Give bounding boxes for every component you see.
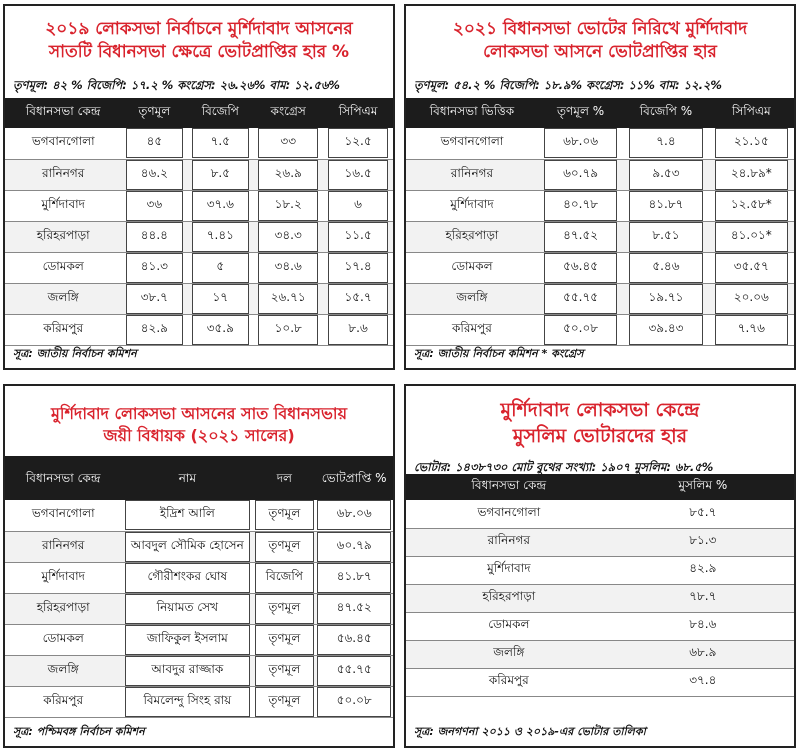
- constituency-cell: করিমপুর: [406, 314, 538, 345]
- value-box: ৩৪.৬: [258, 253, 318, 283]
- constituency-cell: ভগবানগোলা: [406, 128, 538, 159]
- panel-title: [5, 386, 393, 456]
- value-cell: [315, 531, 393, 562]
- value-box: ১৯.৭১: [629, 284, 702, 314]
- column-header: সিপিএম: [709, 98, 794, 128]
- table-row: [5, 624, 393, 655]
- value-box: ২১.১৫: [715, 128, 788, 158]
- value-box: ইদ্রিশ আলি: [125, 500, 250, 530]
- value-box: ৬০.৭৯: [544, 160, 617, 190]
- table-row: [5, 283, 393, 314]
- value-box: ৪১.৮৭: [629, 191, 702, 221]
- column-header: বিধানসভা কেন্দ্র: [406, 474, 612, 500]
- value-box: ৫৬.৪৫: [544, 253, 617, 283]
- constituency-cell: রানিনগর: [406, 159, 538, 190]
- table-body: [5, 500, 393, 717]
- table-row: [406, 556, 794, 584]
- overall-summary: তৃণমূল: ৫৪.২ % বিজেপি: ১৮.৯% কংগ্রেস: ১১% বাম: ১২.২%: [414, 78, 722, 92]
- panel-title: [5, 6, 393, 72]
- column-header: তৃণমূল %: [538, 98, 623, 128]
- value-cell: ৮১.৩: [612, 528, 794, 556]
- constituency-cell: হরিহরপাড়া: [5, 221, 121, 252]
- table-row: [5, 128, 393, 159]
- value-cell: [121, 283, 187, 314]
- value-cell: [121, 221, 187, 252]
- constituency-cell: মুর্শিদাবাদ: [406, 190, 538, 221]
- value-cell: [121, 562, 253, 593]
- value-cell: [253, 624, 315, 655]
- overall-summary: তৃণমূল: ৪২ % বিজেপি: ১৭.২ % কংগ্রেস: ২৬.২৬% বাম: ১২.৫৬%: [13, 78, 340, 92]
- constituency-cell: ডোমকল: [406, 252, 538, 283]
- value-box: গৌরীশংকর ঘোষ: [125, 563, 250, 593]
- table-body: [5, 128, 393, 345]
- table-row: [406, 528, 794, 556]
- column-header: কংগ্রেস: [253, 98, 323, 128]
- constituency-cell: হরিহরপাড়া: [406, 221, 538, 252]
- value-box: ১৭: [192, 284, 249, 314]
- value-box: তৃণমূল: [255, 594, 314, 624]
- panel-2021-winning-mlas: [3, 384, 395, 748]
- value-cell: [121, 190, 187, 221]
- value-cell: [187, 128, 253, 159]
- value-cell: [187, 252, 253, 283]
- value-box: ২০.০৬: [715, 284, 788, 314]
- panel-muslim-voter-share: [404, 384, 796, 748]
- table-row: [406, 314, 794, 345]
- value-cell: [253, 531, 315, 562]
- value-box: ৬০.৭৯: [317, 532, 391, 562]
- value-cell: [121, 531, 253, 562]
- title-line-2: লোকসভা আসনে ভোটপ্রাপ্তির হার: [483, 42, 717, 62]
- source-text: জাতীয় নির্বাচন কমিশন: [36, 347, 137, 360]
- table-row: [5, 531, 393, 562]
- constituency-cell: রানিনগর: [5, 531, 121, 562]
- source-label: সূত্র:: [13, 347, 33, 360]
- constituency-cell: জলঙ্গি: [5, 655, 121, 686]
- source-text: পশ্চিমবঙ্গ নির্বাচন কমিশন: [36, 725, 145, 738]
- value-cell: [121, 624, 253, 655]
- table-row: [5, 159, 393, 190]
- value-cell: [121, 655, 253, 686]
- constituency-cell: হরিহরপাড়া: [406, 584, 612, 612]
- value-cell: [315, 624, 393, 655]
- table-row: [406, 252, 794, 283]
- value-cell: [187, 221, 253, 252]
- value-box: ৫০.০৮: [317, 687, 391, 717]
- value-cell: [187, 190, 253, 221]
- source-note: [414, 345, 584, 364]
- constituency-cell: হরিহরপাড়া: [5, 593, 121, 624]
- value-box: ৪১.৩: [126, 253, 183, 283]
- value-cell: [323, 190, 393, 221]
- value-box: ৪৭.৫২: [317, 594, 391, 624]
- value-cell: [323, 159, 393, 190]
- value-box: ১২.৫৮*: [715, 191, 788, 221]
- constituency-cell: জলঙ্গি: [5, 283, 121, 314]
- value-cell: [623, 314, 708, 345]
- source-note: [13, 345, 137, 364]
- value-box: বিমলেন্দু সিংহ রায়: [125, 687, 250, 717]
- column-header: বিজেপি %: [623, 98, 708, 128]
- vote-share-table: [406, 98, 794, 346]
- value-box: ৮.৫: [192, 160, 249, 190]
- constituency-cell: রানিনগর: [5, 159, 121, 190]
- value-box: ৩৫.৯: [192, 315, 249, 345]
- value-cell: [623, 159, 708, 190]
- table-row: [406, 668, 794, 696]
- title-line-1: ২০১৯ লোকসভা নির্বাচনে মুর্শিদাবাদ আসনের: [45, 19, 353, 40]
- column-header: বিজেপি: [187, 98, 253, 128]
- value-box: ২৬.৯: [258, 160, 318, 190]
- table-row: [406, 190, 794, 221]
- value-box: ১৮.২: [258, 191, 318, 221]
- column-header: বিধানসভা কেন্দ্র: [5, 456, 121, 500]
- constituency-cell: ভগবানগোলা: [5, 500, 121, 531]
- overall-summary: ভোটার: ১৪৩৮৭৩০ মোট বুথের সংখ্যা: ১৯০৭ মুসলিম: ৬৮.৫%: [414, 460, 714, 474]
- value-cell: [253, 128, 323, 159]
- panel-title: [406, 386, 794, 456]
- value-cell: [538, 128, 623, 159]
- table-row: [406, 159, 794, 190]
- title-line-1: ২০২১ বিধানসভা ভোটের নিরিখে মুর্শিদাবাদ: [452, 19, 748, 40]
- value-cell: [121, 128, 187, 159]
- column-header: তৃণমূল: [121, 98, 187, 128]
- value-box: তৃণমূল: [255, 500, 314, 530]
- value-cell: [538, 314, 623, 345]
- value-cell: [315, 500, 393, 531]
- value-cell: [709, 283, 794, 314]
- value-box: ৫০.০৮: [544, 315, 617, 345]
- table-row: [406, 128, 794, 159]
- value-box: ৪৬.২: [126, 160, 183, 190]
- table-row: [5, 655, 393, 686]
- value-box: আবদুল সৌমিক হোসেন: [125, 532, 250, 562]
- value-cell: [253, 655, 315, 686]
- value-cell: [538, 190, 623, 221]
- value-box: ৫৬.৪৫: [317, 625, 391, 655]
- source-text: জাতীয় নির্বাচন কমিশন * কংগ্রেস: [437, 347, 584, 360]
- value-box: ৯.৫৩: [629, 160, 702, 190]
- value-box: ২৪.৮৯*: [715, 160, 788, 190]
- title-line-1: মুর্শিদাবাদ লোকসভা কেন্দ্রে: [500, 399, 700, 422]
- source-label: সূত্র:: [414, 347, 434, 360]
- column-header: বিধানসভা কেন্দ্র: [5, 98, 121, 128]
- value-box: ৫৫.৭৫: [544, 284, 617, 314]
- value-box: ১৫.৭: [328, 284, 388, 314]
- title-line-1: মুর্শিদাবাদ লোকসভা আসনের সাত বিধানসভায়: [50, 404, 347, 424]
- value-box: ১১.৫: [328, 222, 388, 252]
- table-row: [5, 562, 393, 593]
- value-box: তৃণমূল: [255, 625, 314, 655]
- value-cell: ৪২.৯: [612, 556, 794, 584]
- value-box: ৩৮.৭: [126, 284, 183, 314]
- constituency-cell: ডোমকল: [406, 612, 612, 640]
- value-cell: [538, 221, 623, 252]
- value-box: ৪১.৮৭: [317, 563, 391, 593]
- source-label: সূত্র:: [13, 725, 33, 738]
- value-box: ৭.৪১: [192, 222, 249, 252]
- column-header: ভোটপ্রাপ্তি %: [315, 456, 393, 500]
- constituency-cell: ডোমকল: [5, 624, 121, 655]
- value-box: ৩৩: [258, 128, 318, 158]
- value-box: ৪৭.৫২: [544, 222, 617, 252]
- constituency-cell: মুর্শিদাবাদ: [406, 556, 612, 584]
- value-box: জাফিকুল ইসলাম: [125, 625, 250, 655]
- value-cell: [121, 252, 187, 283]
- value-cell: [323, 128, 393, 159]
- value-box: ১৭.৪: [328, 253, 388, 283]
- table-row: [5, 500, 393, 531]
- value-cell: [253, 314, 323, 345]
- value-cell: [121, 500, 253, 531]
- value-cell: [253, 221, 323, 252]
- value-box: ৭.৪: [629, 128, 702, 158]
- value-cell: [315, 593, 393, 624]
- value-cell: ৩৭.৪: [612, 668, 794, 696]
- value-cell: [709, 221, 794, 252]
- table-header: [406, 474, 794, 500]
- column-header: মুসলিম %: [612, 474, 794, 500]
- value-box: ৬: [328, 191, 388, 221]
- title-line-2: জয়ী বিধায়ক (২০২১ সালের): [103, 426, 295, 445]
- value-box: ৭.৫: [192, 128, 249, 158]
- panel-title: [406, 6, 794, 72]
- muslim-share-table: [406, 474, 794, 697]
- value-box: ৬৮.০৬: [317, 500, 391, 530]
- value-box: ৩৫.৫৭: [715, 253, 788, 283]
- value-cell: [323, 252, 393, 283]
- constituency-cell: রানিনগর: [406, 528, 612, 556]
- value-cell: ৬৮.৯: [612, 640, 794, 668]
- source-text: জনগণনা ২০১১ ও ২০১৯-এর ভোটার তালিকা: [437, 725, 646, 738]
- value-cell: [538, 283, 623, 314]
- constituency-cell: ভগবানগোলা: [5, 128, 121, 159]
- table-row: [5, 190, 393, 221]
- value-box: আবদুর রাজ্জাক: [125, 656, 250, 686]
- value-box: ৩৭.৬: [192, 191, 249, 221]
- title-line-2: মুসলিম ভোটারদের হার: [512, 425, 688, 447]
- value-cell: [323, 221, 393, 252]
- constituency-cell: ভগবানগোলা: [406, 500, 612, 528]
- column-header: নাম: [121, 456, 253, 500]
- constituency-cell: মুর্শিদাবাদ: [5, 190, 121, 221]
- value-box: ৫৫.৭৫: [317, 656, 391, 686]
- value-cell: [623, 221, 708, 252]
- value-cell: [253, 593, 315, 624]
- value-cell: [315, 562, 393, 593]
- value-cell: [315, 686, 393, 717]
- value-box: ৫.৪৬: [629, 253, 702, 283]
- value-cell: [253, 252, 323, 283]
- table-row: [406, 640, 794, 668]
- value-cell: [121, 593, 253, 624]
- value-box: ৩৪.৩: [258, 222, 318, 252]
- value-cell: [623, 252, 708, 283]
- source-note: [13, 723, 145, 742]
- constituency-cell: জলঙ্গি: [406, 640, 612, 668]
- panel-2019-lok-sabha-vote-share: [3, 4, 395, 370]
- value-box: ৭.৭৬: [715, 315, 788, 345]
- value-cell: [709, 314, 794, 345]
- value-box: ৪১.০১*: [715, 222, 788, 252]
- value-box: বিজেপি: [255, 563, 314, 593]
- table-row: [5, 221, 393, 252]
- value-cell: [323, 314, 393, 345]
- constituency-cell: করিমপুর: [5, 686, 121, 717]
- value-cell: [187, 314, 253, 345]
- table-row: [406, 500, 794, 528]
- title-line-2: সাতটি বিধানসভা ক্ষেত্রে ভোটপ্রাপ্তির হার %: [48, 42, 350, 62]
- table-row: [406, 584, 794, 612]
- value-cell: ৮৪.৬: [612, 612, 794, 640]
- source-note: [414, 723, 646, 742]
- value-cell: [253, 159, 323, 190]
- column-header: সিপিএম: [323, 98, 393, 128]
- value-cell: ৮৫.৭: [612, 500, 794, 528]
- value-cell: [253, 190, 323, 221]
- value-box: ৬৮.০৬: [544, 128, 617, 158]
- value-cell: ৭৮.৭: [612, 584, 794, 612]
- constituency-cell: করিমপুর: [5, 314, 121, 345]
- table-row: [406, 221, 794, 252]
- value-box: তৃণমূল: [255, 532, 314, 562]
- value-cell: [709, 252, 794, 283]
- table-header: [406, 98, 794, 128]
- value-cell: [623, 190, 708, 221]
- constituency-cell: জলঙ্গি: [406, 283, 538, 314]
- value-cell: [538, 159, 623, 190]
- value-cell: [709, 159, 794, 190]
- value-cell: [623, 283, 708, 314]
- source-label: সূত্র:: [414, 725, 434, 738]
- constituency-cell: করিমপুর: [406, 668, 612, 696]
- table-header: [5, 98, 393, 128]
- value-box: ৪২.৯: [126, 315, 183, 345]
- value-box: নিয়ামত সেখ: [125, 594, 250, 624]
- table-body: [406, 500, 794, 696]
- value-box: ১৬.৫: [328, 160, 388, 190]
- winners-table: [5, 456, 393, 718]
- column-header: দল: [253, 456, 315, 500]
- value-box: ৪৫: [126, 128, 183, 158]
- value-box: ৩৬: [126, 191, 183, 221]
- table-row: [5, 686, 393, 717]
- value-cell: [253, 500, 315, 531]
- table-header: [5, 456, 393, 500]
- value-cell: [253, 686, 315, 717]
- value-box: ৫: [192, 253, 249, 283]
- value-cell: [187, 283, 253, 314]
- value-box: ৩৯.৪৩: [629, 315, 702, 345]
- value-cell: [538, 252, 623, 283]
- value-box: তৃণমূল: [255, 687, 314, 717]
- value-cell: [623, 128, 708, 159]
- vote-share-table: [5, 98, 393, 346]
- value-cell: [187, 159, 253, 190]
- value-cell: [709, 190, 794, 221]
- panel-2021-assembly-vote-share: [404, 4, 796, 370]
- table-row: [406, 612, 794, 640]
- value-cell: [253, 283, 323, 314]
- value-cell: [253, 562, 315, 593]
- value-box: ৮.৫১: [629, 222, 702, 252]
- value-cell: [121, 686, 253, 717]
- table-body: [406, 128, 794, 345]
- column-header: বিধানসভা ভিত্তিক: [406, 98, 538, 128]
- value-box: ১০.৮: [258, 315, 318, 345]
- value-cell: [315, 655, 393, 686]
- value-box: ৮.৬: [328, 315, 388, 345]
- value-box: ৪৪.৪: [126, 222, 183, 252]
- table-row: [406, 283, 794, 314]
- table-row: [5, 252, 393, 283]
- constituency-cell: মুর্শিদাবাদ: [5, 562, 121, 593]
- table-row: [5, 593, 393, 624]
- value-cell: [121, 314, 187, 345]
- value-box: ১২.৫: [328, 128, 388, 158]
- value-box: ৪০.৭৮: [544, 191, 617, 221]
- value-box: তৃণমূল: [255, 656, 314, 686]
- value-cell: [709, 128, 794, 159]
- table-row: [5, 314, 393, 345]
- value-cell: [121, 159, 187, 190]
- value-box: ২৬.৭১: [258, 284, 318, 314]
- constituency-cell: ডোমকল: [5, 252, 121, 283]
- value-cell: [323, 283, 393, 314]
